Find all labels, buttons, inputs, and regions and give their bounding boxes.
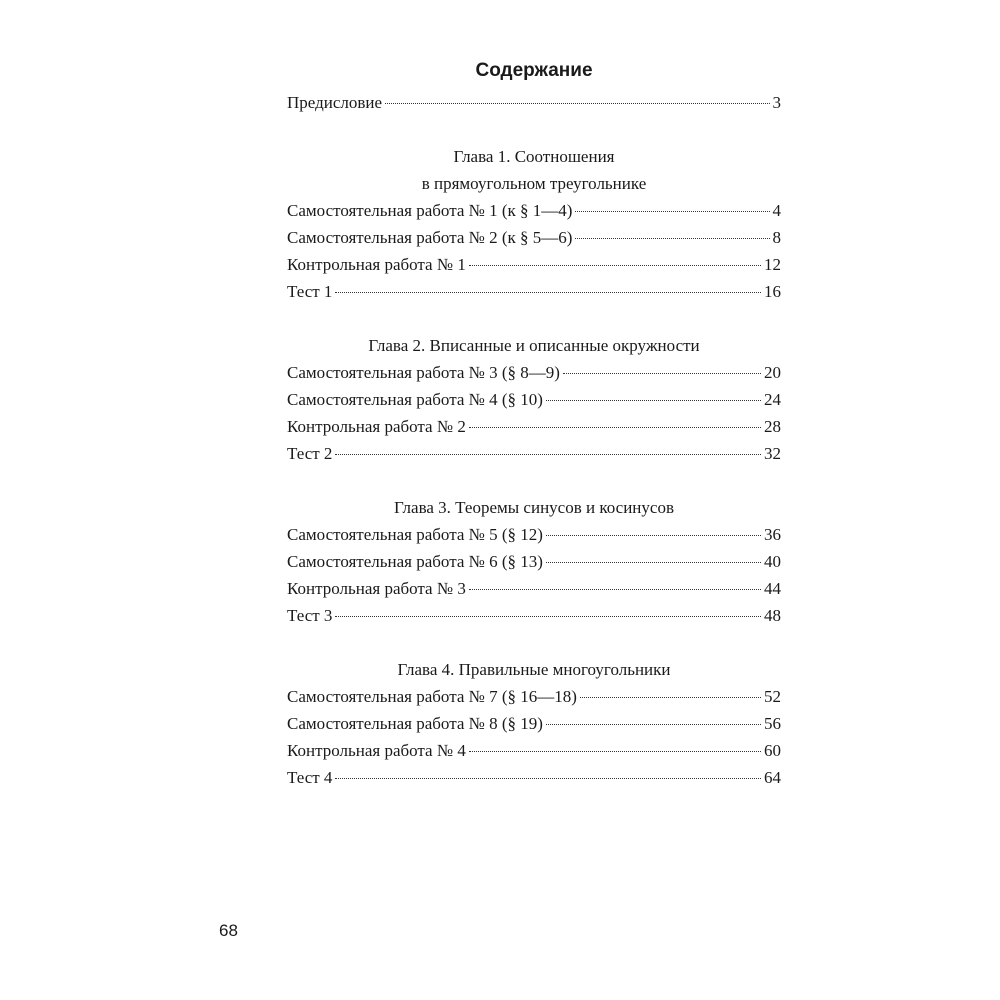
toc-entry[interactable] <box>287 737 781 764</box>
toc-entry-label: Контрольная работа № 4 <box>287 741 466 760</box>
toc-entry-page: 3 <box>772 93 781 112</box>
chapter-heading-line: Глава 4. Правильные многоугольники <box>397 660 671 679</box>
dot-leader <box>469 427 761 428</box>
dot-leader <box>335 292 761 293</box>
dot-leader <box>469 751 761 752</box>
toc-entry-page: 16 <box>764 282 781 301</box>
toc-entry-label: Тест 3 <box>287 606 333 625</box>
toc-entry-page: 24 <box>764 390 781 409</box>
dot-leader <box>546 535 761 536</box>
toc-entry-page: 52 <box>764 687 781 706</box>
toc-entry[interactable] <box>287 386 781 413</box>
chapter-heading-line: Глава 2. Вписанные и описанные окружности <box>368 336 700 355</box>
chapter-heading-line: в прямоугольном треугольнике <box>421 174 647 193</box>
toc-entry-page: 36 <box>764 525 781 544</box>
toc-entry[interactable] <box>287 224 781 251</box>
toc-entry-page: 48 <box>764 606 781 625</box>
page-number: 68 <box>219 921 238 940</box>
toc-entry[interactable] <box>287 197 781 224</box>
chapter-heading-1 <box>287 143 781 197</box>
chapter-heading-line: Глава 3. Теоремы синусов и косинусов <box>394 498 674 517</box>
toc-entry[interactable] <box>287 548 781 575</box>
toc-entry[interactable] <box>287 683 781 710</box>
toc-entry-label: Самостоятельная работа № 4 (§ 10) <box>287 390 543 409</box>
toc-entry-page: 40 <box>764 552 781 571</box>
toc-entry-label: Самостоятельная работа № 5 (§ 12) <box>287 525 543 544</box>
toc-entry[interactable] <box>287 251 781 278</box>
toc-entry-preface[interactable] <box>287 89 781 116</box>
toc-entry-page: 20 <box>764 363 781 382</box>
dot-leader <box>469 265 761 266</box>
toc-entry-label: Тест 2 <box>287 444 333 463</box>
toc-entry-page: 28 <box>764 417 781 436</box>
dot-leader <box>335 616 761 617</box>
chapter-heading-line: Глава 1. Соотношения <box>453 147 615 166</box>
toc-entry[interactable] <box>287 359 781 386</box>
page-title: Содержание <box>475 60 593 81</box>
toc-entry-label: Самостоятельная работа № 6 (§ 13) <box>287 552 543 571</box>
toc-entry-label: Предисловие <box>287 93 383 112</box>
dot-leader <box>546 724 761 725</box>
toc-entry-page: 4 <box>772 201 781 220</box>
toc-entry-page: 56 <box>764 714 781 733</box>
toc-entry-page: 12 <box>764 255 781 274</box>
chapter-heading-3 <box>287 494 781 521</box>
toc-entry[interactable] <box>287 413 781 440</box>
chapter-heading-4 <box>287 656 781 683</box>
toc-entry-label: Самостоятельная работа № 8 (§ 19) <box>287 714 543 733</box>
dot-leader <box>546 400 761 401</box>
toc-entry-label: Самостоятельная работа № 7 (§ 16—18) <box>287 687 577 706</box>
dot-leader <box>469 589 761 590</box>
toc-entry-label: Контрольная работа № 2 <box>287 417 466 436</box>
toc-entry-label: Контрольная работа № 3 <box>287 579 466 598</box>
toc-entry[interactable] <box>287 575 781 602</box>
toc-entry-page: 32 <box>764 444 781 463</box>
toc-entry-page: 60 <box>764 741 781 760</box>
toc-entry[interactable] <box>287 521 781 548</box>
toc-entry-label: Самостоятельная работа № 2 (к § 5—6) <box>287 228 573 247</box>
dot-leader <box>335 454 761 455</box>
toc-entry[interactable] <box>287 710 781 737</box>
dot-leader <box>575 211 769 212</box>
toc-entry-label: Тест 1 <box>287 282 333 301</box>
toc-entry-page: 64 <box>764 768 781 787</box>
toc-entry-page: 44 <box>764 579 781 598</box>
toc-entry[interactable] <box>287 278 781 305</box>
table-of-contents <box>287 89 781 791</box>
dot-leader <box>580 697 761 698</box>
dot-leader <box>575 238 769 239</box>
dot-leader <box>563 373 761 374</box>
dot-leader <box>335 778 761 779</box>
dot-leader <box>385 103 769 104</box>
toc-entry[interactable] <box>287 602 781 629</box>
toc-entry-label: Тест 4 <box>287 768 333 787</box>
toc-entry[interactable] <box>287 764 781 791</box>
dot-leader <box>546 562 761 563</box>
toc-entry-label: Самостоятельная работа № 3 (§ 8—9) <box>287 363 560 382</box>
toc-entry-label: Контрольная работа № 1 <box>287 255 466 274</box>
toc-entry[interactable] <box>287 440 781 467</box>
chapter-heading-2 <box>287 332 781 359</box>
toc-entry-page: 8 <box>772 228 781 247</box>
toc-entry-label: Самостоятельная работа № 1 (к § 1—4) <box>287 201 573 220</box>
